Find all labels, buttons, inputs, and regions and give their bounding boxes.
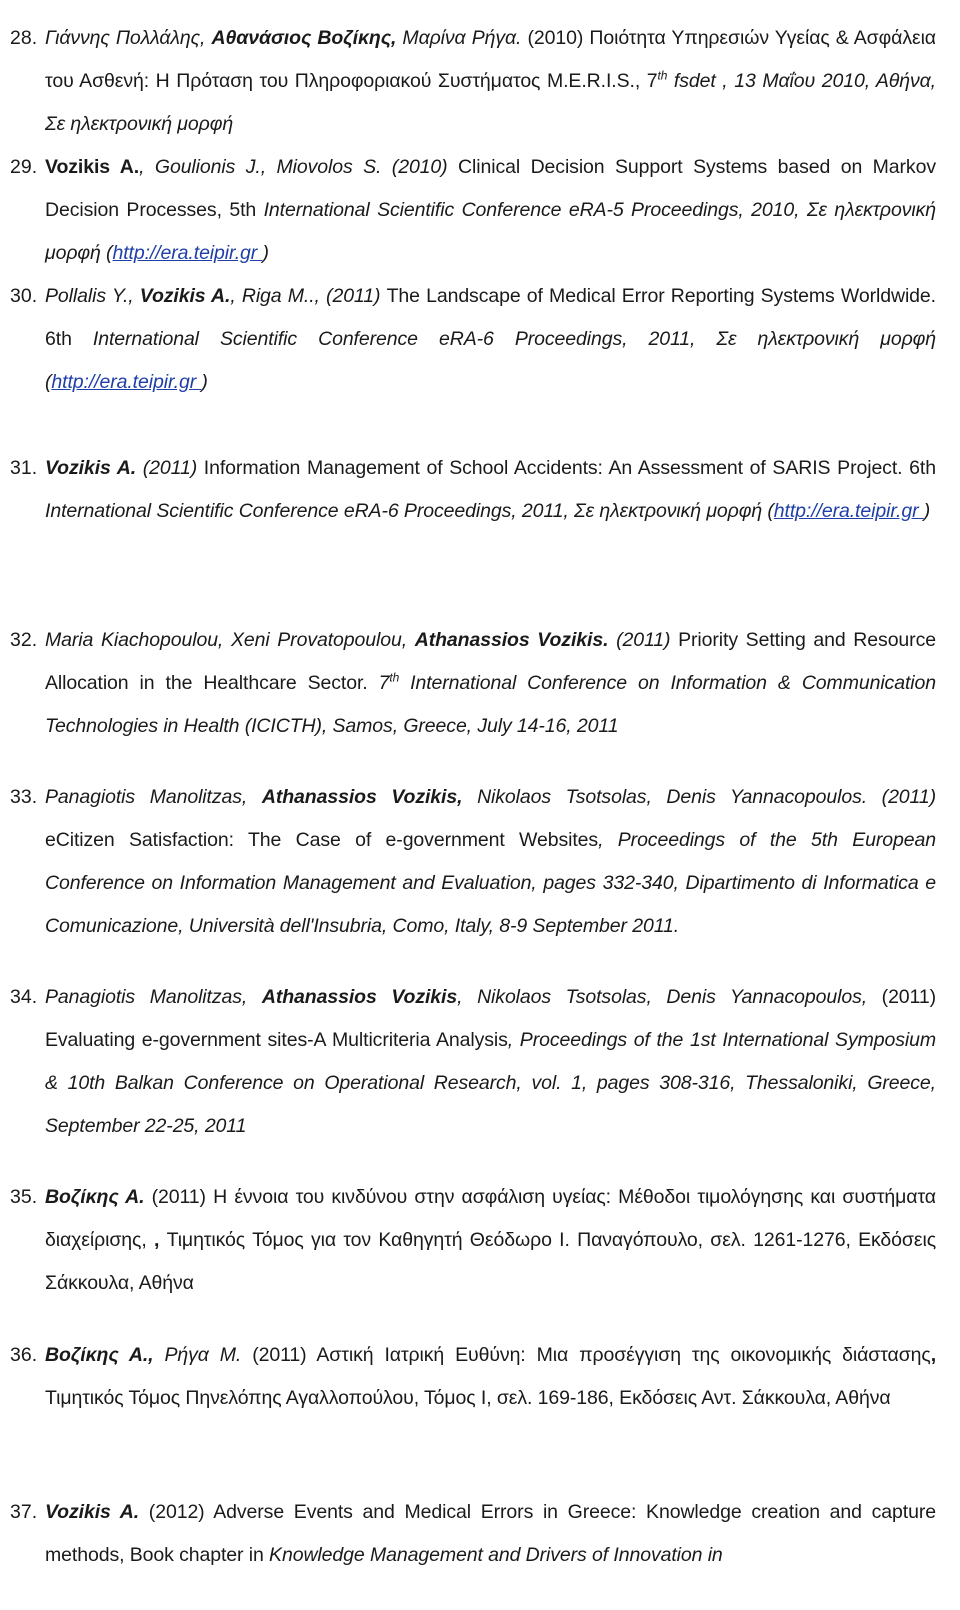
reference-title: (2011) Η έννοια του κινδύνου στην ασφάλιση υγείας: Μέθοδοι τιμολόγησης και συστήματα διαχείρισης,	[45, 1186, 936, 1251]
reference-text	[45, 275, 936, 404]
reference-authors: Ρήγα Μ.	[153, 1344, 242, 1366]
reference-authors: , Nikolaos Tsotsolas, Denis Yannacopoulos,	[457, 986, 882, 1008]
reference-text	[45, 776, 936, 948]
reference-title: (2011) Evaluating e-government sites-A Multicriteria Analysis	[45, 986, 936, 1051]
reference-venue: Τιμητικός Τόμος Πηνελόπης Αγαλλοπούλου, Τόμος Ι, σελ. 169-186, Εκδόσεις Αντ. Σάκκουλα, Αθήνα	[45, 1387, 891, 1409]
reference-authors: Panagiotis Manolitzas,	[45, 986, 262, 1008]
reference-venue: , Proceedings of the 5th European Conference on Information Management and Evaluation, pages 332-340, Dipartimento di Informatica e Comunicazione, Università dell'Insubria, Como, Italy, 8-9 September 2011.	[45, 829, 936, 937]
reference-authors: Pollalis Y.,	[45, 285, 140, 307]
reference-number: 33.	[10, 786, 38, 808]
reference-venue: Τιμητικός Τόμος για τον Καθηγητή Θεόδωρο Ι. Παναγόπουλο, σελ. 1261-1276, Εκδόσεις Σάκκουλα, Αθήνα	[45, 1229, 936, 1294]
reference-number: 28.	[10, 27, 38, 49]
reference-number: 37.	[10, 1501, 38, 1523]
reference-authors: Maria Kiachopoulou, Xeni Provatopoulou,	[45, 629, 415, 651]
reference-title: Clinical Decision Support Systems based on Markov Decision Processes, 5th	[45, 156, 936, 221]
reference-number: 34.	[10, 986, 38, 1008]
reference-number: 36.	[10, 1344, 38, 1366]
reference-title: Information Management of School Accidents: An Assessment of SARIS Project. 6th	[203, 457, 936, 479]
reference-authors: Γιάννης Πολλάλης,	[45, 27, 212, 49]
reference-link[interactable]: http://era.teipir.gr	[51, 371, 202, 393]
reference-year: (2011)	[608, 629, 679, 651]
reference-venue: International Scientific Conference eRA-6 Proceedings, 2011, Σε ηλεκτρονική μορφή (	[45, 500, 774, 522]
reference-venue: )	[923, 500, 931, 522]
reference-36	[10, 1334, 936, 1420]
reference-text	[45, 1334, 936, 1420]
reference-venue: International Scientific Conference eRA-5 Proceedings, 2010, Σε ηλεκτρονική μορφή (	[45, 199, 937, 264]
reference-authors: , Goulionis J.	[139, 156, 261, 178]
reference-number: 35.	[10, 1186, 38, 1208]
reference-link[interactable]: http://era.teipir.gr	[112, 242, 263, 264]
reference-text	[45, 1176, 936, 1305]
reference-highlight-author: Βοζίκης Α.,	[45, 1344, 154, 1366]
reference-separator: ,	[153, 1229, 167, 1251]
superscript: th	[389, 670, 400, 685]
reference-text	[45, 17, 936, 146]
reference-highlight-author: Athanassios Vozikis,	[261, 786, 463, 808]
reference-highlight-author: Vozikis A.	[45, 457, 137, 479]
reference-highlight-author: Αθανάσιος Βοζίκης,	[211, 27, 397, 49]
reference-authors: Nikolaos Tsotsolas, Denis Yannacopoulos. (2011)	[462, 786, 936, 808]
reference-link[interactable]: http://era.teipir.gr	[773, 500, 924, 522]
reference-number: 31.	[10, 457, 38, 479]
superscript: th	[657, 68, 668, 83]
reference-number: 29.	[10, 156, 38, 178]
reference-year: (2011)	[136, 457, 204, 479]
reference-authors: , Riga M.., (2011)	[230, 285, 387, 307]
reference-31	[10, 447, 936, 533]
reference-highlight-author: Βοζίκης Α.	[45, 1186, 145, 1208]
reference-35	[10, 1176, 936, 1305]
reference-title: (2012) Adverse Events and Medical Errors in Greece: Knowledge creation and capture methods, Book chapter in	[45, 1501, 936, 1566]
reference-highlight-author: Vozikis A.	[45, 1501, 140, 1523]
reference-28	[10, 17, 936, 146]
reference-37	[10, 1491, 936, 1577]
reference-30	[10, 275, 936, 404]
reference-highlight-author: Athanassios Vozikis.	[414, 629, 609, 651]
reference-highlight-author: Athanassios Vozikis	[261, 986, 458, 1008]
reference-venue: fsdet , 13 Μαΐου 2010, Αθήνα, Σε ηλεκτρονική μορφή	[45, 70, 936, 135]
reference-29	[10, 146, 936, 275]
reference-33	[10, 776, 936, 948]
reference-text	[45, 619, 936, 748]
reference-venue: International Scientific Conference eRA-6 Proceedings, 2011, Σε ηλεκτρονική μορφή (	[45, 328, 936, 393]
reference-title: The Landscape of Medical Error Reporting Systems Worldwide. 6th	[45, 285, 936, 350]
reference-highlight-author: Vozikis A.	[139, 285, 231, 307]
reference-venue: , Proceedings of the 1st International Symposium & 10th Balkan Conference on Operational Research, vol. 1, pages 308-316, Thessaloniki, Greece, September 22-25, 2011	[45, 1029, 936, 1137]
reference-venue: )	[262, 242, 269, 264]
reference-34	[10, 976, 936, 1148]
reference-highlight-author: Vozikis A.	[45, 156, 140, 178]
reference-text	[45, 976, 936, 1148]
reference-venue: International Conference on Information & Communication Technologies in Health (ICICTH), Samos, Greece, July 14-16, 2011	[45, 672, 936, 737]
reference-venue: Knowledge Management and Drivers of Innovation in	[269, 1544, 723, 1566]
reference-venue: )	[201, 371, 208, 393]
reference-authors: Μαρίνα Ρήγα.	[396, 27, 528, 49]
reference-number: 30.	[10, 285, 38, 307]
reference-title: (2011) Αστική Ιατρική Ευθύνη: Μια προσέγγιση της οικονομικής διάστασης	[241, 1344, 931, 1366]
reference-text	[45, 1491, 936, 1577]
reference-separator: ,	[930, 1344, 937, 1366]
reference-venue: 7	[378, 672, 390, 694]
reference-authors: Panagiotis Manolitzas,	[45, 786, 262, 808]
reference-text	[45, 447, 936, 533]
reference-text	[45, 146, 936, 275]
reference-32	[10, 619, 936, 748]
reference-number: 32.	[10, 629, 38, 651]
reference-title: (2010) Ποιότητα Υπηρεσιών Υγείας & Ασφάλεια του Ασθενή: Η Πρόταση του Πληροφοριακού Συστήματος M.E.R.I.S., 7	[45, 27, 936, 92]
reference-title: Priority Setting and Resource Allocation in the Healthcare Sector.	[45, 629, 936, 694]
reference-title: eCitizen Satisfaction: The Case of e-government Websites	[45, 829, 599, 851]
reference-authors: , Miovolos S. (2010)	[260, 156, 459, 178]
